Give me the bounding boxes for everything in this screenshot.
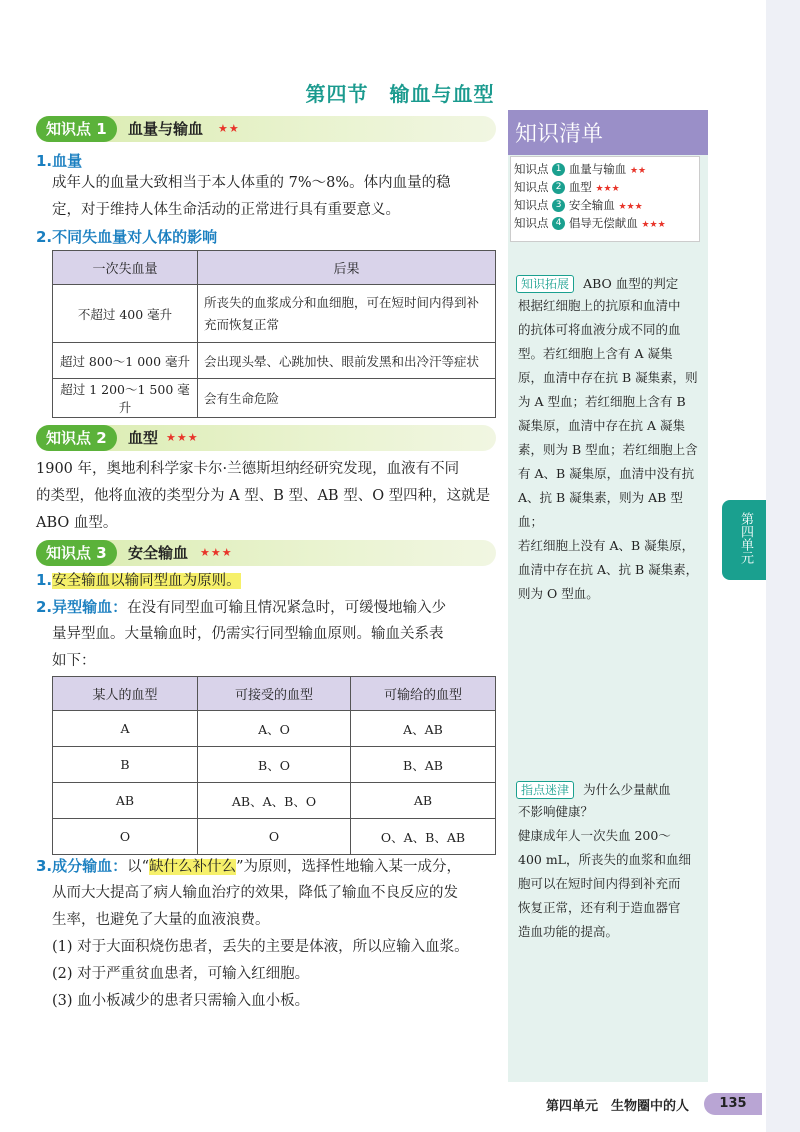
page-edge (766, 0, 800, 1132)
ext-tag: 知识拓展 (516, 275, 574, 293)
kp3-name: 安全输血 (128, 544, 189, 562)
sec1-heading: 1.血量 (36, 152, 83, 170)
unit-tab (722, 500, 766, 580)
ext-line: 根据红细胞上的抗原和血清中 (518, 298, 681, 313)
comp-line2: 从而大大提高了病人输血治疗的效果，降低了输血不良反应的发 (52, 885, 458, 901)
table2-cell: O (198, 819, 351, 855)
checklist-num: 1 (552, 163, 565, 176)
table2-cell: A (53, 711, 198, 747)
checklist-name: 血量与输血 (568, 162, 627, 176)
table2-cell: B、AB (351, 747, 496, 783)
kp2-name: 血型 (128, 429, 159, 447)
table2-cell: AB (351, 783, 496, 819)
table2-cell: B (53, 747, 198, 783)
blood-loss-table (52, 250, 496, 418)
checklist-num: 2 (552, 181, 565, 194)
table2-cell: AB、A、B、O (198, 783, 351, 819)
safe-item1-num: 1. (36, 571, 53, 589)
guide-line: 造血功能的提高。 (518, 924, 619, 939)
bloodtype-line1: 1900 年，奥地利科学家卡尔·兰德斯坦纳经研究发现，血液有不同 (36, 461, 460, 477)
guide-question-1: 为什么少量献血 (583, 782, 671, 797)
kp2-stars: ★★★ (166, 431, 199, 444)
checklist-prefix: 知识点 (514, 162, 549, 176)
table1-cell: 不超过 400 毫升 (53, 285, 198, 343)
bloodtype-line2: 的类型，他将血液的类型分为 A 型、B 型、AB 型、O 型四种，这就是 (36, 488, 491, 504)
ext-line: 有 A、B 凝集原，血清中没有抗 (518, 466, 695, 481)
safe-item2-label: 2.异型输血： (36, 598, 128, 616)
ext-body (518, 294, 704, 606)
checklist-stars: ★★★ (618, 202, 643, 212)
checklist-item (514, 215, 666, 231)
safe-item1-text: 安全输血以输同型血为原则。 (52, 573, 241, 589)
sec1-line2: 定，对于维持人体生命活动的正常进行具有重要意义。 (52, 202, 400, 218)
guide-line: 恢复正常，还有利于造血器官 (518, 900, 681, 915)
guide-tag: 指点迷津 (516, 781, 574, 799)
comp-line1 (36, 853, 461, 881)
comp-sub1: (1) 对于大面积烧伤患者，丢失的主要是体液，所以应输入血浆。 (52, 939, 469, 955)
table1-cell (198, 285, 496, 343)
kp1-name: 血量与输血 (128, 120, 204, 138)
table2-cell: A、AB (351, 711, 496, 747)
table1-cell: 会出现头晕、心跳加快、眼前发黑和出冷汗等症状 (198, 343, 496, 379)
table1-header-result: 后果 (198, 251, 496, 285)
table2-cell: B、O (198, 747, 351, 783)
comp-sub2: (2) 对于严重贫血患者，可输入红细胞。 (52, 966, 310, 982)
transfusion-table (52, 676, 496, 855)
table2-cell: A、O (198, 711, 351, 747)
kp1-tag: 知识点 1 (36, 116, 117, 142)
footer-unit: 第四单元 生物圈中的人 (546, 1099, 690, 1114)
ext-line: A、抗 B 凝集素，则为 AB 型血； (518, 490, 683, 529)
ext-line: 若红细胞上没有 A、B 凝集原， (518, 538, 695, 553)
sec1-line1: 成年人的血量大致相当于本人体重的 7%～8%。体内血量的稳 (52, 175, 451, 191)
guide-line: 胞可以在短时间内得到补充而 (518, 876, 681, 891)
table2-cell: O (53, 819, 198, 855)
page-title: 第四节 输血与血型 (305, 82, 495, 106)
guide-line: 健康成年人一次失血 200～ (518, 828, 671, 843)
knowledge-point-2-bar (36, 425, 496, 451)
sidebar-title: 知识清单 (515, 122, 604, 147)
guide-body (518, 824, 704, 944)
comp-label: 3.成分输血： (36, 857, 128, 875)
checklist-num: 3 (552, 199, 565, 212)
table2-header: 某人的血型 (53, 677, 198, 711)
checklist-num: 4 (552, 217, 565, 230)
kp3-stars: ★★★ (200, 546, 233, 559)
table2-cell: O、A、B、AB (351, 819, 496, 855)
checklist-item (514, 161, 646, 177)
ext-line: 型。若红细胞上含有 A 凝集 (518, 346, 673, 361)
guide-question-2: 不影响健康？ (518, 804, 594, 819)
unit-tab-label: 第四单元 (738, 512, 753, 564)
comp-line3: 生率，也避免了大量的血液浪费。 (52, 912, 270, 928)
checklist-name: 血型 (568, 180, 592, 194)
knowledge-point-1-bar (36, 116, 496, 142)
ext-line: 的抗体可将血液分成不同的血 (518, 322, 681, 337)
bloodtype-line3: ABO 血型。 (36, 515, 118, 531)
ext-line: 血清中存在抗 A、抗 B 凝集素， (518, 562, 699, 577)
ext-line: 为 A 型血；若红细胞上含有 B (518, 394, 686, 409)
safe-item1 (36, 567, 241, 595)
checklist-prefix: 知识点 (514, 180, 549, 194)
safe-item2-text: 在没有同型血可输且情况紧急时，可缓慢地输入少 (127, 600, 447, 616)
sec2-heading: 2.不同失血量对人体的影响 (36, 228, 218, 246)
table1-cell: 会有生命危险 (198, 379, 496, 418)
table2-cell: AB (53, 783, 198, 819)
guide-header (516, 778, 671, 802)
checklist-stars: ★★★ (595, 184, 620, 194)
knowledge-point-3-bar (36, 540, 496, 566)
checklist-prefix: 知识点 (514, 216, 549, 230)
table2-header: 可输给的血型 (351, 677, 496, 711)
table1-cell-line: 所丧失的血浆成分和血细胞，可在短时间内得到补 (204, 294, 480, 310)
table1-header-loss: 一次失血量 (53, 251, 198, 285)
kp3-tag: 知识点 3 (36, 540, 117, 566)
guide-line: 400 mL，所丧失的血浆和血细 (518, 852, 691, 867)
table1-cell: 超过 800～1 000 毫升 (53, 343, 198, 379)
table1-cell-line: 充而恢复正常 (204, 316, 280, 332)
ext-header (516, 272, 678, 296)
checklist-name: 安全输血 (568, 198, 615, 212)
table2-header: 可接受的血型 (198, 677, 351, 711)
comp-sub3: (3) 血小板减少的患者只需输入血小板。 (52, 993, 310, 1009)
comp-post: ”为原则，选择性地输入某一成分， (236, 859, 461, 875)
page-number: 135 (704, 1093, 762, 1115)
checklist-stars: ★★★ (641, 220, 666, 230)
checklist-prefix: 知识点 (514, 198, 549, 212)
checklist-item (514, 197, 643, 213)
comp-pre: 以“ (127, 859, 150, 875)
checklist-stars: ★★ (629, 166, 647, 176)
kp1-stars: ★★ (218, 122, 240, 135)
table1-cell: 超过 1 200～1 500 毫升 (53, 379, 198, 418)
ext-title: ABO 血型的判定 (583, 276, 679, 291)
checklist-item (514, 179, 620, 195)
ext-line: 则为 O 型血。 (518, 586, 599, 601)
safe-item2-line3: 如下： (52, 653, 96, 669)
ext-line: 素，则为 B 型血；若红细胞上含 (518, 442, 698, 457)
comp-highlight: 缺什么补什么 (149, 859, 237, 875)
safe-item2-line2: 量异型血。大量输血时，仍需实行同型输血原则。输血关系表 (52, 626, 444, 642)
ext-line: 原，血清中存在抗 B 凝集素，则 (518, 370, 698, 385)
ext-line: 凝集原，血清中存在抗 A 凝集 (518, 418, 685, 433)
safe-item2-line1 (36, 594, 446, 622)
kp2-tag: 知识点 2 (36, 425, 117, 451)
checklist-name: 倡导无偿献血 (568, 216, 638, 230)
